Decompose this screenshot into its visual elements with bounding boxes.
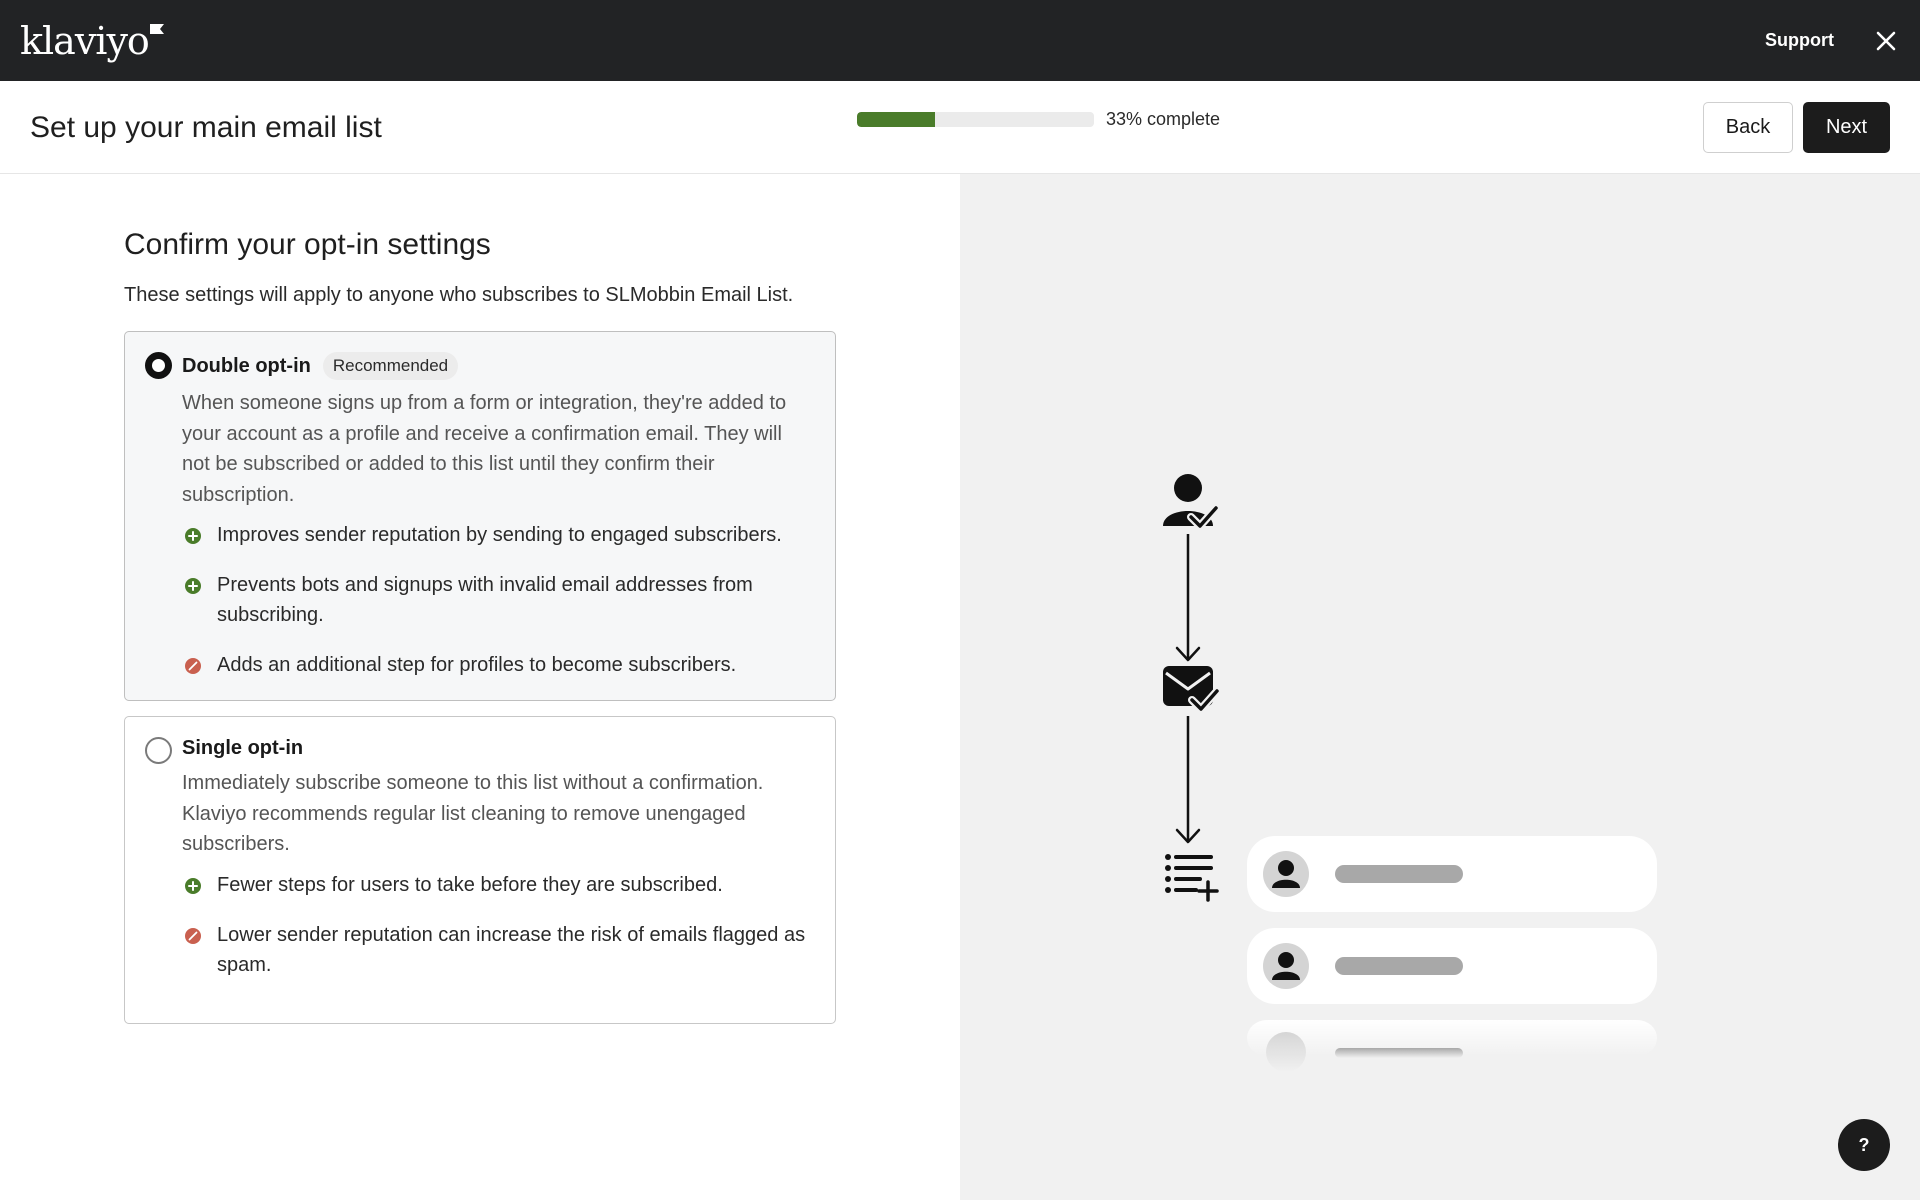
- settings-panel: [0, 174, 960, 1200]
- list-item: [182, 920, 813, 980]
- prohibited-circle-icon: [184, 927, 202, 945]
- illustration-panel: [960, 174, 1920, 1200]
- subscriber-card: [1247, 836, 1657, 912]
- next-button[interactable]: Next: [1803, 102, 1890, 153]
- option-name: Single opt-in: [182, 737, 304, 759]
- radio-double-opt-in[interactable]: [145, 352, 172, 379]
- option-header: [182, 352, 813, 380]
- recommended-badge: Recommended: [323, 352, 458, 380]
- arrow-down-icon: [1177, 716, 1199, 842]
- progress-bar: [857, 112, 1094, 127]
- top-bar: [0, 0, 1920, 81]
- plus-circle-icon: [184, 877, 202, 895]
- progress-text: 33% complete: [1106, 109, 1221, 129]
- subscriber-card: [1247, 1020, 1657, 1072]
- close-icon[interactable]: [1874, 29, 1898, 53]
- plus-circle-icon: [184, 527, 202, 545]
- point-text: Adds an additional step for profiles to become subscribers.: [217, 654, 737, 676]
- arrow-down-icon: [1177, 534, 1199, 660]
- envelope-check-icon: [1163, 666, 1217, 709]
- option-header: [182, 737, 813, 760]
- opt-in-flow-illustration: [960, 174, 1920, 1200]
- prohibited-circle-icon: [184, 657, 202, 675]
- section-description: These settings will apply to anyone who subscribes to SLMobbin Email List.: [124, 284, 794, 306]
- logo-flag-icon: [150, 24, 164, 38]
- radio-single-opt-in[interactable]: [145, 737, 172, 764]
- plus-circle-icon: [184, 577, 202, 595]
- point-text: Improves sender reputation by sending to engaged subscribers.: [217, 524, 782, 546]
- user-check-icon: [1163, 474, 1216, 526]
- progress-indicator: [857, 109, 1220, 130]
- option-points: [182, 520, 813, 680]
- page-header: [0, 81, 1920, 174]
- option-name: Double opt-in: [182, 354, 311, 377]
- point-text: Lower sender reputation can increase the risk of emails flagged as spam.: [217, 923, 806, 976]
- topbar-actions: [1765, 29, 1898, 53]
- option-single-opt-in[interactable]: [124, 716, 836, 1024]
- list-item: [182, 650, 813, 680]
- point-text: Prevents bots and signups with invalid email addresses from subscribing.: [217, 574, 753, 626]
- point-text: Fewer steps for users to take before they are subscribed.: [217, 873, 723, 896]
- list-item: [182, 570, 813, 630]
- logo-wordmark: klaviyo: [20, 18, 149, 63]
- progress-bar-fill: [857, 112, 935, 127]
- subscriber-card: [1247, 928, 1657, 1004]
- list-item: [182, 870, 813, 900]
- support-link[interactable]: Support: [1765, 30, 1834, 50]
- option-description: Immediately subscribe someone to this list without a confirmation. Klaviyo recommends regular list cleaning to remove unengaged subscribers.: [182, 772, 764, 855]
- back-button[interactable]: Back: [1703, 102, 1793, 153]
- option-description: When someone signs up from a form or integration, they're added to your account as a profile and receive a confirmation email. They will not be subscribed or added to this list until they confirm their subscription.: [182, 392, 787, 506]
- list-item: [182, 520, 813, 550]
- page-title: Set up your main email list: [30, 111, 382, 144]
- option-points: [182, 870, 813, 980]
- klaviyo-logo[interactable]: [20, 18, 164, 63]
- help-button[interactable]: ?: [1838, 1119, 1890, 1171]
- option-double-opt-in[interactable]: [124, 331, 836, 701]
- list-add-icon: [1165, 854, 1217, 900]
- section-title: Confirm your opt-in settings: [124, 228, 491, 261]
